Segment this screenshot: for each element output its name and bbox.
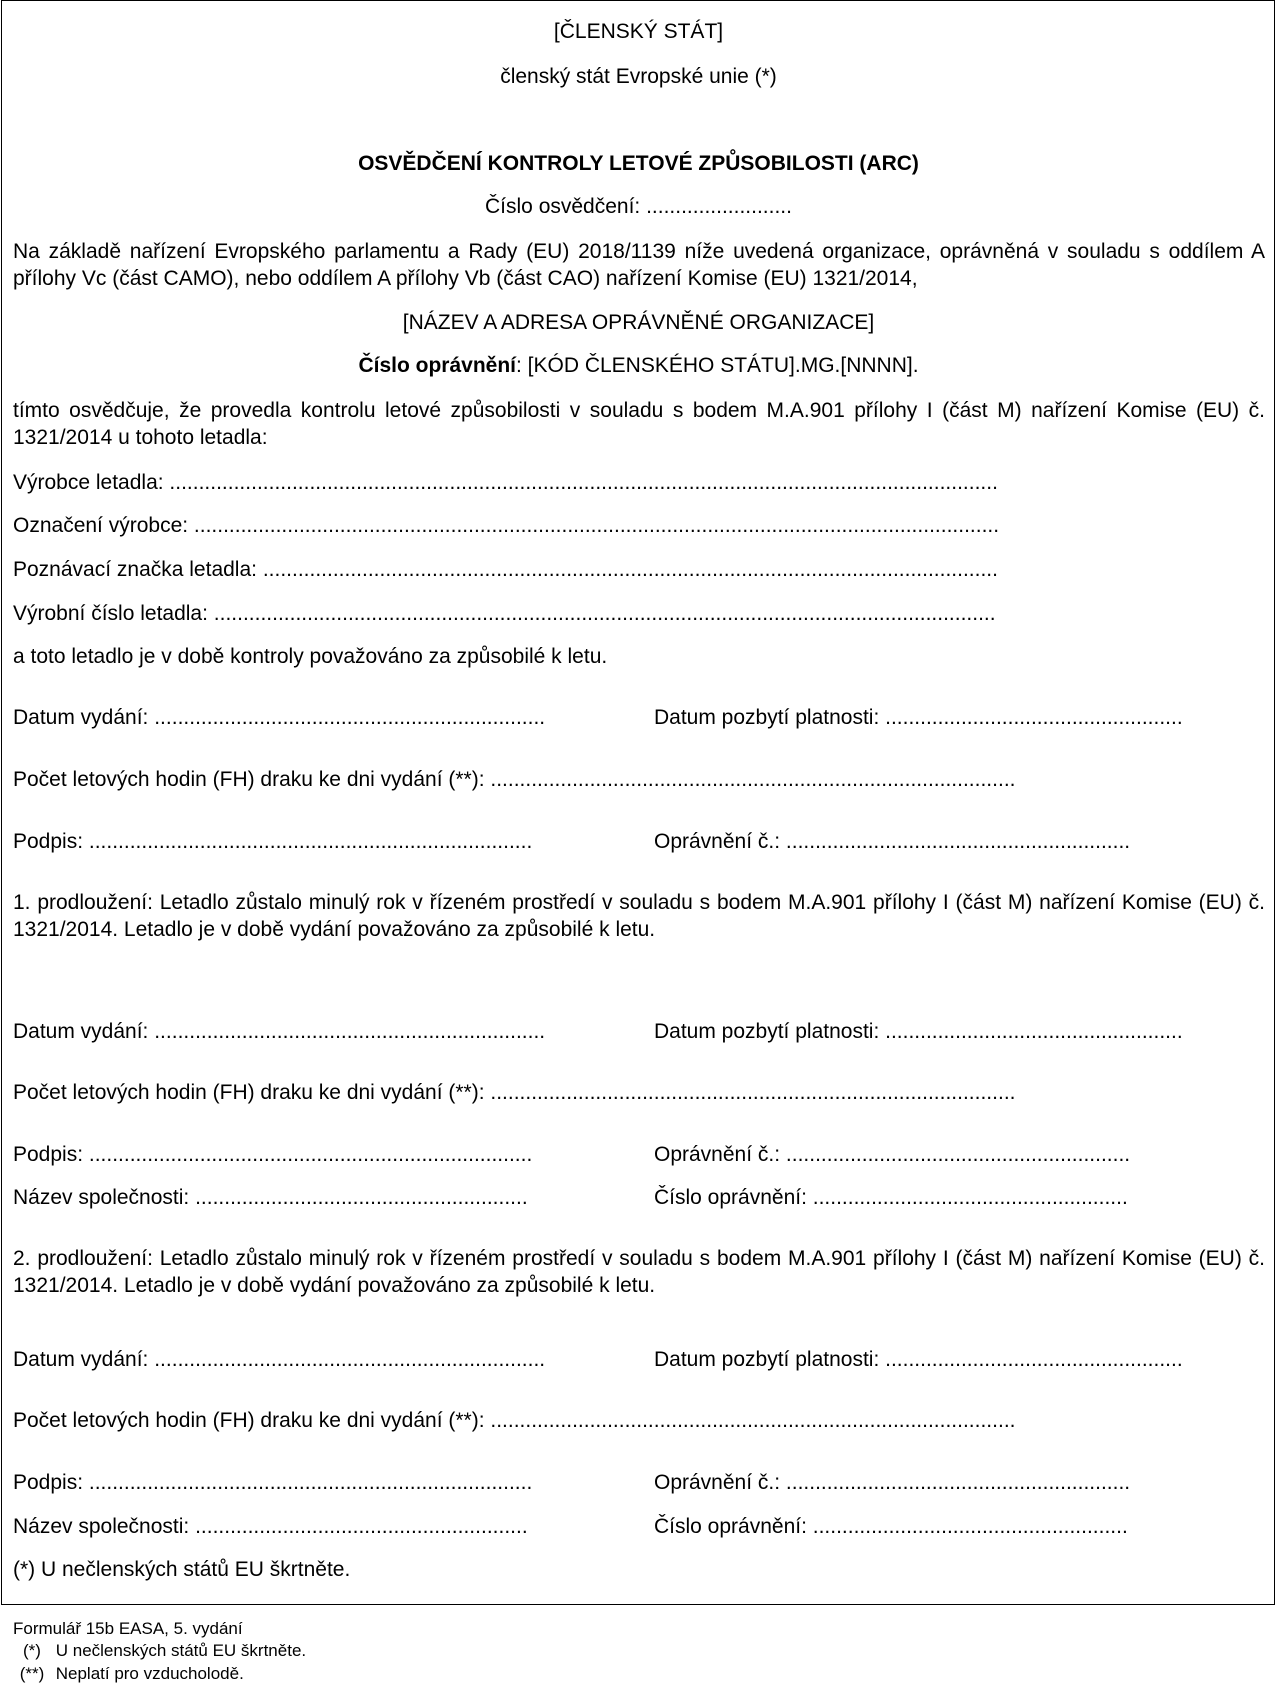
ext2-issue-date-field: Datum vydání: ................................................................... (13, 1348, 546, 1371)
signature-field: Podpis: ............................................................................ (13, 830, 533, 853)
manufacturer-designation-field: Označení výrobce: .......................................................................................................................................... (13, 514, 1000, 537)
footnote-1-text: U nečlenských států EU škrtněte. (55, 1641, 307, 1660)
extension-1-text: 1. prodloužení: Letadlo zůstalo minulý rok v řízeném prostředí v souladu s bodem M.A.901 přílohy I (část M) nařízení Komise (EU) č. 1321/2014. Letadlo je v době vydání považováno za způsobilé k letu. (13, 891, 1265, 941)
ext2-expiry-date-field: Datum pozbytí platnosti: ................................................... (654, 1348, 1183, 1371)
authorisation-number-field: Oprávnění č.: ........................................................... (654, 830, 1131, 853)
footnote-1 (13, 1641, 306, 1660)
member-state-placeholder: [ČLENSKÝ STÁT] (553, 20, 724, 43)
member-state-subtitle: členský stát Evropské unie (*) (500, 65, 777, 88)
certify-paragraph: tímto osvědčuje, že provedla kontrolu letové způsobilosti v souladu s bodem M.A.901 přílohy I (část M) nařízení Komise (EU) č. 1321/2014 u tohoto letadla: (13, 399, 1265, 449)
flight-hours-field: Počet letových hodin (FH) draku ke dni vydání (**): .......................................................................................... (13, 768, 1016, 791)
ext1-company-name-field: Název společnosti: ......................................................... (13, 1186, 528, 1209)
footnote-2-mark: (**) (19, 1664, 45, 1683)
footnote-2 (13, 1664, 244, 1683)
ext2-authorisation-number-field: Oprávnění č.: ........................................................... (654, 1471, 1131, 1494)
extension-2-text: 2. prodloužení: Letadlo zůstalo minulý rok v řízeném prostředí v souladu s bodem M.A.901 přílohy I (část M) nařízení Komise (EU) č. 1321/2014. Letadlo je v době vydání považováno za způsobilé k letu. (13, 1247, 1265, 1297)
aircraft-serial-field: Výrobní číslo letadla: ...................................................................................................................................... (13, 602, 996, 625)
inner-footnote: (*) U nečlenských států EU škrtněte. (13, 1558, 351, 1581)
certificate-number-field: Číslo osvědčení: ......................... (485, 195, 792, 218)
ext1-authorisation-number-field: Oprávnění č.: ........................................................... (654, 1143, 1131, 1166)
ext2-company-name-field: Název společnosti: ......................................................... (13, 1515, 528, 1538)
footnote-1-mark: (*) (23, 1641, 41, 1660)
certificate-title: OSVĚDČENÍ KONTROLY LETOVÉ ZPŮSOBILOSTI (ARC) (358, 152, 919, 175)
approval-number-label: Číslo oprávnění (358, 354, 516, 377)
ext2-flight-hours-field: Počet letových hodin (FH) draku ke dni vydání (**): .......................................................................................... (13, 1409, 1016, 1432)
expiry-date-field: Datum pozbytí platnosti: ................................................... (654, 706, 1183, 729)
organization-placeholder: [NÁZEV A ADRESA OPRÁVNĚNÉ ORGANIZACE] (402, 311, 875, 334)
ext2-approval-number-field: Číslo oprávnění: ...................................................... (654, 1515, 1128, 1538)
aircraft-manufacturer-field: Výrobce letadla: .............................................................................................................................................. (13, 471, 998, 494)
ext1-issue-date-field: Datum vydání: ................................................................... (13, 1020, 546, 1043)
issue-date-field: Datum vydání: ................................................................... (13, 706, 546, 729)
approval-number-line (0, 352, 1277, 379)
aircraft-registration-field: Poznávací značka letadla: .............................................................................................................................. (13, 558, 998, 581)
airworthy-statement: a toto letadlo je v době kontroly považováno za způsobilé k letu. (13, 645, 608, 668)
ext1-expiry-date-field: Datum pozbytí platnosti: ................................................... (654, 1020, 1183, 1043)
form-identifier: Formulář 15b EASA, 5. vydání (13, 1619, 243, 1638)
footnote-2-text: Neplatí pro vzducholodě. (55, 1664, 244, 1683)
ext1-signature-field: Podpis: ............................................................................ (13, 1143, 533, 1166)
ext2-signature-field: Podpis: ............................................................................ (13, 1471, 533, 1494)
ext1-flight-hours-field: Počet letových hodin (FH) draku ke dni vydání (**): .......................................................................................... (13, 1081, 1016, 1104)
ext1-approval-number-field: Číslo oprávnění: ...................................................... (654, 1186, 1128, 1209)
approval-number-value: : [KÓD ČLENSKÉHO STÁTU].MG.[NNNN]. (515, 354, 919, 377)
intro-paragraph: Na základě nařízení Evropského parlamentu a Rady (EU) 2018/1139 níže uvedená organizace, oprávněná v souladu s oddílem A přílohy Vc (část CAMO), nebo oddílem A přílohy Vb (část CAO) nařízení Komise (EU) 1321/2014, (13, 240, 1265, 290)
